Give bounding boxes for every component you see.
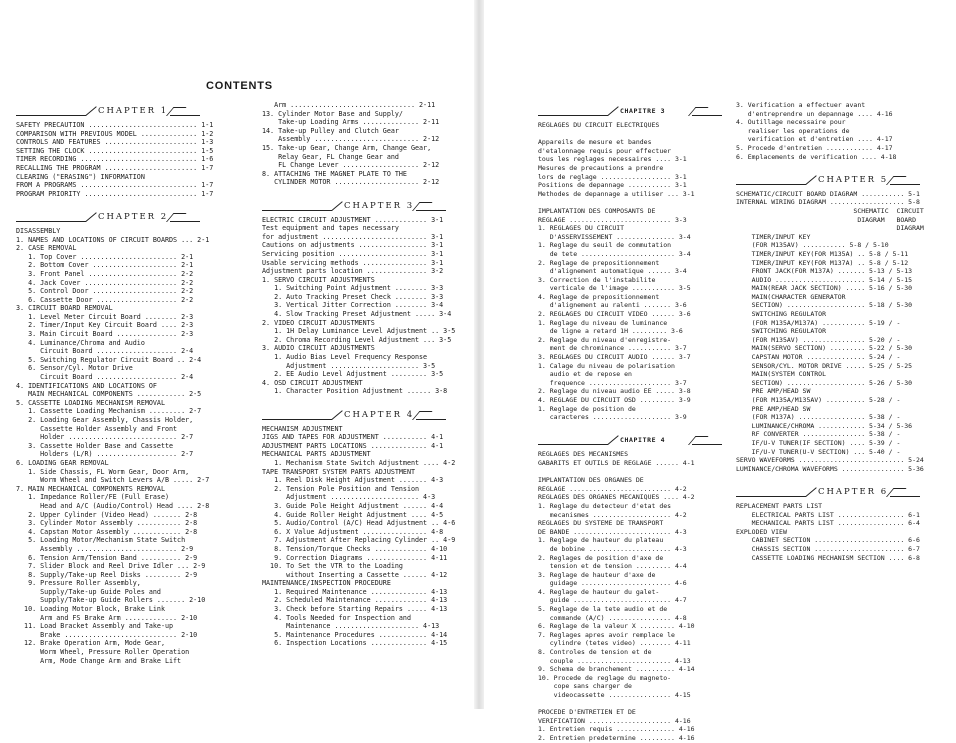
toc-entry: (FOR M137A) ................. 5-38 / - (736, 413, 901, 422)
chapter-label: CHAPITRE 4 (620, 436, 666, 445)
chapter-label: CHAPITRE 3 (620, 107, 666, 115)
toc-entry: 2. Reglage de prepositionnement (538, 258, 660, 267)
header-rule (262, 419, 332, 420)
toc-entry: Supply/Take-up Guide Rollers ....... 2-10 (16, 596, 206, 605)
header-rule (262, 210, 332, 211)
toc-entry: ELECTRICAL PARTS LIST ................. 6-1 (736, 510, 920, 519)
toc-entry: SCHEMATIC/CIRCUIT BOARD DIAGRAM ........... 5-1 (736, 189, 920, 198)
toc-entry: 10. Loading Motor Block, Brake Link (16, 605, 165, 614)
toc-entry: ADJUSTMENT PARTS LOCATIONS .............. 4-1 (262, 441, 444, 450)
toc-entry: 10. To Set the VTR to the Loading (262, 562, 403, 571)
toc-entry: 1. Top Cover ........................ 2-1 (16, 252, 194, 261)
toc-entry: 3. Correction de l'instabilite (538, 275, 656, 284)
toc-entry: (FOR M135A/M135AV) .......... 5-28 / - (736, 396, 901, 404)
toc-entry: mecanismes .................... 4-2 (538, 510, 687, 519)
chapter-label: CHAPTER 1 (98, 106, 169, 116)
toc-entry: MAIN MECHANICAL COMPONENTS ............ 2-5 (16, 390, 202, 399)
toc-entry: SECTION) .................... 5-26 / 5-30 (736, 378, 913, 387)
toc-entry: tous les reglages necessaires .... 3-1 (538, 155, 687, 164)
chapter-label: CHAPTER 5 (818, 174, 889, 185)
toc-entry: 1. Switching Point Adjustment ........ 3-3 (262, 284, 444, 293)
toc-entry: LUMINANCE/CHROMA ............ 5-34 / 5-36 (736, 421, 913, 430)
toc-entry: 5. Switching Regulator Circuit Board .. 2-4 (16, 355, 202, 364)
toc-entry: 2. Timer/Input Key Circuit Board .... 2-3 (16, 321, 194, 330)
toc-entry: VERIFICATION ..................... 4-16 (538, 716, 691, 725)
header-slant (805, 487, 816, 497)
toc-entry: Adjustment ...................... 4-3 (262, 493, 436, 502)
toc-entry: 3. Reglage de hauteur d'axe de (538, 570, 656, 579)
toc-entry: 1. Level Meter Circuit Board ........ 2-3 (16, 312, 194, 321)
toc-entry: 1. Reglage du detecteur d'etat des (538, 501, 672, 510)
toc-entry: 6. Reglage de la valeur X ......... 4-10 (538, 622, 695, 631)
toc-entry: SENSOR/CYL. MOTOR DRIVE ..... 5-25 / 5-25 (736, 361, 913, 370)
toc-entry: 1. Reglage du niveau de luminance (538, 318, 668, 327)
toc-entry: 2. Tension Pole Position and Tension (262, 484, 420, 493)
toc-entry: de ligne a retard 1H ......... 3-6 (538, 327, 683, 336)
toc-entry: REGLAGES DES MECANISMES (538, 450, 629, 459)
toc-entry: 15. Take-up Gear, Change Arm, Change Gear, (262, 143, 432, 152)
toc-entry: caracteres .................... 3-9 (538, 413, 687, 422)
toc-entry: CASSETTE LOADING MECHANISM SECTION .... 6-8 (736, 553, 920, 562)
toc-entry: REGLAGES DU SYSTEME DE TRANSPORT (538, 519, 664, 528)
toc-entry: Supply/Take-up Guide Poles and (16, 587, 161, 596)
toc-entry: 4. Slow Tracking Preset Adjustment ..... 3-4 (262, 310, 452, 319)
header-rule (16, 221, 86, 222)
toc-entry: PRE AMP/HEAD SW (736, 387, 811, 396)
toc-entry: cope sans charger de (538, 682, 632, 691)
toc-entry: FROM A PROGRAMS ............................. 1-7 (16, 181, 214, 190)
toc-entry: 2. Reglage du niveau audio EE ..... 3-8 (538, 387, 691, 396)
toc-entry: verification et d'entretien .... 4-17 (736, 135, 893, 144)
header-slant (607, 436, 618, 446)
toc-entry: 7. Adjustment After Replacing Cylinder .. 4-9 (262, 536, 456, 545)
toc-entry: MAIN(SERVO SECTION) ......... 5-22 / 5-30 (736, 344, 913, 353)
header-slant (607, 106, 618, 116)
toc-entry: frequence ..................... 3-7 (538, 378, 687, 387)
toc-entry: 6. Tension Arm/Tension Band .......... 2-9 (16, 553, 198, 562)
toc-entry: IMPLANTATION DES COMPOSANTS DE (538, 206, 656, 215)
toc-entry: (FOR M135AV) ........... 5-8 / 5-10 (736, 241, 889, 250)
toc-entry: IF/U-V TUNER(IF SECTION) .... 5-39 / - (736, 438, 901, 447)
toc-entry: 5. Procede d'entretien ............ 4-17 (736, 143, 893, 152)
toc-entry: Test equipment and tapes necessary (262, 224, 399, 233)
toc-entry: 1. REGLAGES DU CIRCUIT (538, 224, 625, 233)
toc-entry: 5. Maintenance Procedures ............ 4-14 (262, 630, 448, 639)
contents-title: CONTENTS (206, 80, 273, 92)
toc-entry: tension et de tension ......... 4-4 (538, 562, 687, 571)
toc-entry: 4. Outillage necessaire pour (736, 118, 846, 127)
toc-entry: 3. Check before Starting Repairs ..... 4-13 (262, 605, 448, 614)
toc-entry: d'alignement au ralenti ....... 3-6 (538, 301, 687, 310)
toc-entry (736, 161, 954, 170)
toc-entry: 9. Schema de branchement .......... 4-14 (538, 665, 695, 674)
toc-entry: 5. Control Door ..................... 2-2 (16, 287, 194, 296)
chapter-header (736, 485, 954, 499)
toc-entry (736, 473, 954, 482)
toc-entry: Cautions on adjustments ................. 3-1 (262, 241, 444, 250)
toc-entry: guide ......................... 4-7 (538, 596, 687, 605)
toc-entry: Holders (L/R) .................... 2-7 (16, 450, 194, 459)
toc-entry: 4. Capstan Motor Assembly ............ 2-8 (16, 527, 198, 536)
toc-entry: DIAGRAM (736, 224, 924, 233)
toc-entry: 9. Correction Diagrams ............... 4-11 (262, 553, 448, 562)
toc-entry: 8. Supply/Take-up Reel Disks ......... 2-9 (16, 570, 198, 579)
chapitre-header (538, 104, 756, 118)
toc-entry: 2. Loading Gear Assembly, Chassis Holder, (16, 416, 194, 424)
header-rule-end (416, 210, 446, 211)
toc-entry (538, 700, 756, 709)
toc-entry: 4. Guide Roller Height Adjustment .... 4-5 (262, 510, 444, 519)
header-rule (538, 444, 608, 445)
toc-entry: IF/U-V TUNER(U-V SECTION) ... 5-40 / - (736, 447, 901, 456)
toc-entry: Appareils de mesure et bandes (538, 138, 652, 147)
header-rule-end (170, 115, 200, 116)
toc-entry: 2. REGLAGES DU CIRCUIT VIDEO ...... 3-6 (538, 310, 691, 319)
header-rule (16, 115, 86, 116)
toc-entry: Circuit Board .................... 2-4 (16, 347, 194, 356)
toc-entry: commande (A/C) ................ 4-8 (538, 613, 687, 622)
header-rule-end (890, 496, 920, 497)
toc-entry: Brake ............................ 2-10 (16, 630, 198, 639)
toc-entry (16, 198, 254, 207)
toc-entry: 1. Audio Bias Level Frequency Response (262, 353, 428, 362)
toc-entry: 2. EE Audio Level Adjustment ......... 3-5 (262, 370, 444, 379)
toc-entry: TAPE TRANSPORT SYSTEM PARTS ADJUSTMENT (262, 467, 415, 476)
toc-entry: 4. IDENTIFICATIONS AND LOCATIONS OF (16, 381, 157, 390)
toc-entry: GABARITS ET OUTILS DE REGLAGE ...... 4-1 (538, 458, 695, 467)
toc-entry: 1. NAMES AND LOCATIONS OF CIRCUIT BOARDS ... 2-1 (16, 235, 210, 244)
toc-entry: 6. LOADING GEAR REMOVAL (16, 458, 109, 467)
toc-entry: 4. Luminance/Chroma and Audio (16, 338, 145, 347)
header-slant (331, 201, 342, 211)
toc-entry: REPLACEMENT PARTS LIST (736, 501, 823, 510)
toc-entry: CONTROLS AND FEATURES ....................... 1-3 (16, 138, 214, 147)
left-page (0, 0, 476, 709)
toc-entry: 4. Tools Needed for Inspection and (262, 613, 411, 622)
header-rule (736, 496, 806, 497)
toc-entry: ELECTRIC CIRCUIT ADJUSTMENT ............. 3-1 (262, 215, 444, 224)
header-slant (85, 106, 96, 116)
toc-entry: d'entreprendre un depannage .... 4-16 (736, 109, 893, 118)
toc-entry: MECHANISM ADJUSTMENT (262, 424, 343, 433)
toc-entry: 6. X Value Adjustment ................ 4-8 (262, 527, 444, 536)
header-rule-end (692, 115, 722, 116)
chapitre-3-4-column (538, 101, 756, 742)
toc-entry: 6. Sensor/Cyl. Motor Drive (16, 364, 133, 373)
chapter-label: CHAPTER 4 (344, 409, 415, 420)
toc-entry: 1. 1H Delay Luminance Level Adjustment .. 3-5 (262, 327, 456, 336)
toc-entry: 2. Reglages de position d'axe de (538, 553, 664, 562)
toc-entry (538, 130, 756, 139)
toc-entry: 12. Brake Operation Arm, Mode Gear, (16, 639, 165, 648)
toc-entry: 1. SERVO CIRCUIT ADJUSTMENTS (262, 275, 375, 284)
toc-entry: SWITCHING REGULATOR (736, 327, 827, 336)
chapter-header (262, 408, 472, 422)
header-rule-end (170, 221, 200, 222)
chapitre-header (538, 433, 756, 447)
toc-entry: 1. Reglage de hauteur du plateau (538, 536, 664, 545)
toc-entry: FRONT JACK(FOR M137A) ....... 5-13 / 5-13 (736, 267, 913, 276)
toc-entry: EXPLODED VIEW (736, 527, 787, 536)
toc-entry: Maintenance ..................... 4-13 (262, 622, 440, 631)
toc-entry: Positions de depannage ........... 3-1 (538, 181, 687, 190)
toc-entry: Arm and FS Brake Arm ............. 2-10 (16, 613, 198, 622)
toc-entry: 4. Reglage de prepositionnement (538, 292, 660, 301)
toc-entry: 6. Emplacements de verification .... 4-18 (736, 152, 897, 161)
toc-entry: guidage ....................... 4-6 (538, 579, 687, 588)
toc-entry: Circuit Board .................... 2-4 (16, 373, 194, 382)
toc-entry: 3. Front Panel ...................... 2-2 (16, 269, 194, 278)
toc-entry: Usable servicing methods ................ 3-1 (262, 258, 444, 267)
header-rule-end (416, 419, 446, 420)
toc-entry: Head and A/C (Audio/Control) Head .... 2-8 (16, 501, 210, 510)
toc-entry: TIMER/INPUT KEY (736, 232, 811, 241)
toc-entry: 5. Audio/Control (A/C) Head Adjustment .. 4-6 (262, 519, 456, 528)
toc-entry: 2. VIDEO CIRCUIT ADJUSTMENTS (262, 318, 375, 327)
toc-entry: 8. ATTACHING THE MAGNET PLATE TO THE (262, 169, 407, 178)
toc-entry: 13. Cylinder Motor Base and Supply/ (262, 109, 403, 118)
toc-entry: DIAGRAM BOARD (736, 215, 917, 224)
toc-entry: RF CONVERTER ................ 5-38 / - (736, 430, 901, 439)
toc-entry: Adjustment parts location ............... 3-2 (262, 267, 444, 276)
toc-entry: 3. AUDIO CIRCUIT ADJUSTMENTS (262, 344, 375, 353)
toc-entry: 7. Reglages apres avoir remplace le (538, 630, 675, 639)
toc-entry: 3. CIRCUIT BOARD REMOVAL (16, 304, 113, 313)
toc-entry: MECHANICAL PARTS ADJUSTMENT (262, 450, 371, 459)
header-slant (331, 410, 342, 420)
toc-entry: ment de chrominance ........... 3-7 (538, 344, 687, 353)
toc-entry: JIGS AND TAPES FOR ADJUSTMENT ........... 4-1 (262, 433, 444, 442)
toc-entry: 4. Jack Cover ....................... 2-2 (16, 278, 194, 287)
toc-entry: 8. Tension/Torque Checks ............. 4-10 (262, 544, 448, 553)
toc-entry: 14. Take-up Pulley and Clutch Gear (262, 126, 399, 135)
toc-entry: SECTION) .................... 5-18 / 5-30 (736, 301, 913, 310)
toc-entry: MAINTENANCE/INSPECTION PROCEDURE (262, 579, 391, 588)
toc-entry: CAPSTAN MOTOR ............... 5-24 / - (736, 353, 901, 362)
toc-entry: MAIN(REAR JACK SECTION) ..... 5-16 / 5-30 (736, 284, 913, 293)
chapter-label: CHAPTER 3 (344, 200, 415, 211)
chapter-header (16, 210, 254, 224)
toc-entry: Methodes de depannage a utiliser ... 3-1 (538, 189, 695, 198)
toc-entry: realiser les operations de (736, 126, 850, 135)
toc-entry: LUMINANCE/CHROMA WAVEFORMS ................ 5-36 (736, 464, 924, 473)
toc-entry: CYLINDER MOTOR ..................... 2-12 (262, 178, 440, 187)
toc-entry: (FOR M135A/M137A) ........... 5-19 / - (736, 318, 901, 327)
toc-entry: Mesures de precautions a prendre (538, 163, 664, 172)
toc-entry: de bobine ..................... 4-3 (538, 544, 687, 553)
toc-entry: MECHANICAL PARTS LIST ................. 6-4 (736, 519, 920, 528)
header-slant (85, 212, 96, 222)
header-rule-end (890, 184, 920, 185)
toc-entry: CHASSIS SECTION ....................... 6-7 (736, 544, 920, 553)
chapter-1-2-column (16, 101, 254, 701)
header-slant (805, 175, 816, 185)
toc-entry: 10. Procede de reglage du magneto- (538, 673, 672, 682)
toc-entry: 5. CASSETTE LOADING MECHANISM REMOVAL (16, 398, 165, 407)
toc-entry: DE BANDE ......................... 4-3 (538, 527, 687, 536)
chapter-header (736, 173, 954, 187)
toc-entry: 4. Reglage de hauteur du galet- (538, 587, 660, 596)
toc-entry: SAFETY PRECAUTION ........................... 1-1 (16, 121, 214, 129)
toc-entry: 1. Reel Disk Height Adjustment ....... 4-3 (262, 476, 444, 485)
toc-entry: 1. Required Maintenance .............. 4-13 (262, 587, 448, 596)
toc-entry: 3. Cassette Holder Base and Cassette (16, 441, 174, 450)
toc-entry: for adjustment .......................... 3-1 (262, 232, 444, 241)
toc-entry: REGLAGES DU CIRCUIT ELECTRIQUES (538, 121, 660, 129)
toc-entry: 7. MAIN MECHANICAL COMPONENTS REMOVAL (16, 484, 165, 493)
toc-entry: SCHEMATIC CIRCUIT (736, 206, 924, 215)
toc-entry: AUDIO ....................... 5-14 / 5-15 (736, 275, 913, 284)
toc-entry: DISASSEMBLY (16, 226, 61, 235)
toc-entry: 1. Calage du niveau de polarisation (538, 361, 675, 370)
toc-entry: cylindre (tetes video) ........ 4-11 (538, 639, 691, 648)
chapter-header (16, 104, 254, 118)
toc-entry: IMPLANTATION DES ORGANES DE (538, 476, 644, 485)
toc-entry: TIMER/INPUT KEY(FOR M135A) .. 5-8 / 5-11 (736, 249, 909, 258)
toc-entry: TIMER/INPUT KEY(FOR M137A) .. 5-8 / 5-12 (736, 258, 909, 267)
toc-entry: SERVO WAVEFORMS ........................... 5-24 (736, 456, 924, 465)
toc-entry: Servicing position ...................... 3-1 (262, 249, 444, 258)
chapter-5-6-column (736, 101, 954, 701)
toc-entry: Worm Wheel, Pressure Roller Operation (16, 648, 190, 657)
toc-entry: 2. Bottom Cover ..................... 2-1 (16, 261, 194, 270)
toc-entry: 3. Cylinder Motor Assembly ........... 2-8 (16, 519, 198, 528)
toc-entry: d'alignement automatique ...... 3-4 (538, 267, 687, 276)
toc-entry: Assembly ......................... 2-9 (16, 544, 194, 553)
toc-entry: Assembly .......................... 2-12 (262, 135, 440, 144)
toc-entry: without Inserting a Cassette ...... 4-12 (262, 570, 448, 579)
toc-entry: 2. CASE REMOVAL (16, 244, 77, 253)
toc-entry: PRE AMP/HEAD SW (736, 404, 811, 413)
toc-entry: 5. Reglage de la tete audio et de (538, 605, 668, 614)
toc-entry: (FOR M135AV) ................ 5-20 / - (736, 335, 901, 344)
toc-entry: lors de reglage .................. 3-1 (538, 172, 687, 181)
toc-entry: 9. Pressure Roller Assembly, (16, 579, 141, 588)
toc-entry: Worm Wheel and Switch Levers A/B ..... 2-7 (16, 476, 210, 485)
toc-entry: 4. OSD CIRCUIT ADJUSTMENT (262, 378, 363, 387)
toc-entry: 1. Reglage de position de (538, 404, 636, 413)
toc-entry (538, 198, 756, 207)
toc-entry: 2. Auto Tracking Preset Check ........ 3-3 (262, 292, 444, 301)
toc-entry: FL Change Lever ................... 2-12 (262, 161, 440, 170)
toc-entry: verticale de l'image ........... 3-5 (538, 284, 691, 293)
toc-entry: Arm ............................... 2-11 (262, 101, 436, 109)
toc-entry: Adjustment ...................... 3-5 (262, 361, 436, 370)
toc-entry: 6. Cassette Door .................... 2-2 (16, 295, 194, 304)
toc-entry: REGLAGE .......................... 4-2 (538, 484, 687, 493)
toc-entry: 2. Upper Cylinder (Video Head) ....... 2-8 (16, 510, 198, 519)
toc-entry: 1. Cassette Loading Mechanism ......... 2-7 (16, 407, 202, 416)
toc-entry: REGLAGE .......................... 3-3 (538, 215, 687, 224)
toc-entry: D'ASSERVISSEMENT ............... 3-4 (538, 232, 691, 241)
toc-entry: de tete ........................ 3-4 (538, 249, 691, 258)
toc-entry: COMPARISON WITH PREVIOUS MODEL .............. 1-2 (16, 129, 214, 138)
toc-entry: 8. Controles de tension et de (538, 648, 652, 657)
toc-entry: 2. Reglage du niveau d'enregistre- (538, 335, 672, 344)
toc-entry: couple ........................ 4-13 (538, 656, 691, 665)
chapter-header (262, 199, 472, 213)
toc-entry: 2. Entretien predetermine ......... 4-16 (538, 733, 695, 742)
header-rule (538, 115, 608, 116)
toc-entry: 3. Vertical Jitter Correction ........ 3-4 (262, 301, 444, 310)
toc-entry (538, 422, 756, 431)
toc-entry: PROGRAM PRIORITY ............................ 1-7 (16, 189, 214, 198)
toc-entry: 1. Entretien requis ............... 4-16 (538, 725, 695, 734)
toc-entry: 11. Load Bracket Assembly and Take-up (16, 622, 174, 631)
toc-entry: 3. Verification a effectuer avant (736, 101, 866, 109)
toc-entry: 3. Main Circuit Board ............... 2-3 (16, 330, 194, 339)
toc-entry: 5. Loading Motor/Mechanism State Switch (16, 536, 186, 545)
toc-entry: 3. Guide Pole Height Adjustment ...... 4-4 (262, 501, 444, 510)
toc-entry: SWITCHING REGULATOR (736, 310, 827, 319)
toc-entry: REGLAGES DES ORGANES MECANIQUES .... 4-2 (538, 493, 695, 502)
toc-entry: d'etalonnage requis pour effectuer (538, 146, 672, 155)
toc-entry: 4. REGLAGE DU CIRCUIT OSD ......... 3-9 (538, 396, 691, 404)
toc-entry (538, 468, 756, 477)
toc-entry: MAIN(SYSTEM CONTROL (736, 370, 827, 379)
toc-entry: 6. Inspection Locations .............. 4-15 (262, 639, 448, 648)
chapter-label: CHAPTER 6 (818, 486, 889, 497)
toc-entry: INTERNAL WIRING DIAGRAM ................... 5-8 (736, 198, 920, 207)
toc-entry: PROCEDE D'ENTRETIEN ET DE (538, 708, 636, 717)
toc-entry: RECALLING THE PROGRAM ....................... 1-7 (16, 163, 214, 172)
toc-entry: TIMER RECORDING ............................. 1-6 (16, 155, 214, 164)
toc-entry: 3. REGLAGES DU CIRCUIT AUDIO ...... 3-7 (538, 353, 691, 362)
toc-entry: Arm, Mode Change Arm and Brake Lift (16, 656, 182, 665)
toc-entry (262, 396, 472, 405)
header-rule (736, 184, 806, 185)
toc-entry: 2. Scheduled Maintenance ............. 4-13 (262, 596, 448, 605)
toc-entry: 1. Mechanism State Switch Adjustment .... 4-2 (262, 458, 456, 467)
toc-entry: Cassette Holder Assembly and Front (16, 424, 178, 433)
toc-entry: videocassette ................ 4-15 (538, 691, 691, 699)
toc-entry: CLEARING ("ERASING") INFORMATION (16, 172, 145, 181)
toc-entry: 1. Impedance Roller/FE (Full Erase) (16, 493, 169, 502)
toc-entry: 1. Character Position Adjustment ...... 3-8 (262, 387, 448, 396)
toc-entry: 1. Reglage du seuil de commutation (538, 241, 672, 250)
toc-entry: audio et de repose en (538, 370, 632, 379)
toc-entry: Holder ........................... 2-7 (16, 433, 194, 442)
toc-entry: SETTING THE CLOCK ........................... 1-5 (16, 146, 214, 155)
toc-entry: Take-up Loading Arms .............. 2-11 (262, 118, 440, 127)
toc-entry: 7. Slider Block and Reel Drive Idler ... 2-9 (16, 562, 206, 571)
toc-entry: CABINET SECTION ....................... 6-6 (736, 536, 920, 545)
right-page (482, 0, 956, 742)
chapter-label: CHAPTER 2 (98, 211, 169, 222)
chapter-3-4-column (262, 101, 472, 701)
header-rule-end (692, 444, 722, 445)
toc-entry: 1. Side Chassis, FL Worm Gear, Door Arm, (16, 467, 190, 476)
toc-entry (262, 187, 472, 196)
toc-entry: MAIN(CHARACTER GENERATOR (736, 292, 846, 301)
toc-entry: Relay Gear, FL Change Gear and (262, 152, 399, 161)
toc-entry: 2. Chroma Recording Level Adjustment ... 3-5 (262, 335, 452, 344)
